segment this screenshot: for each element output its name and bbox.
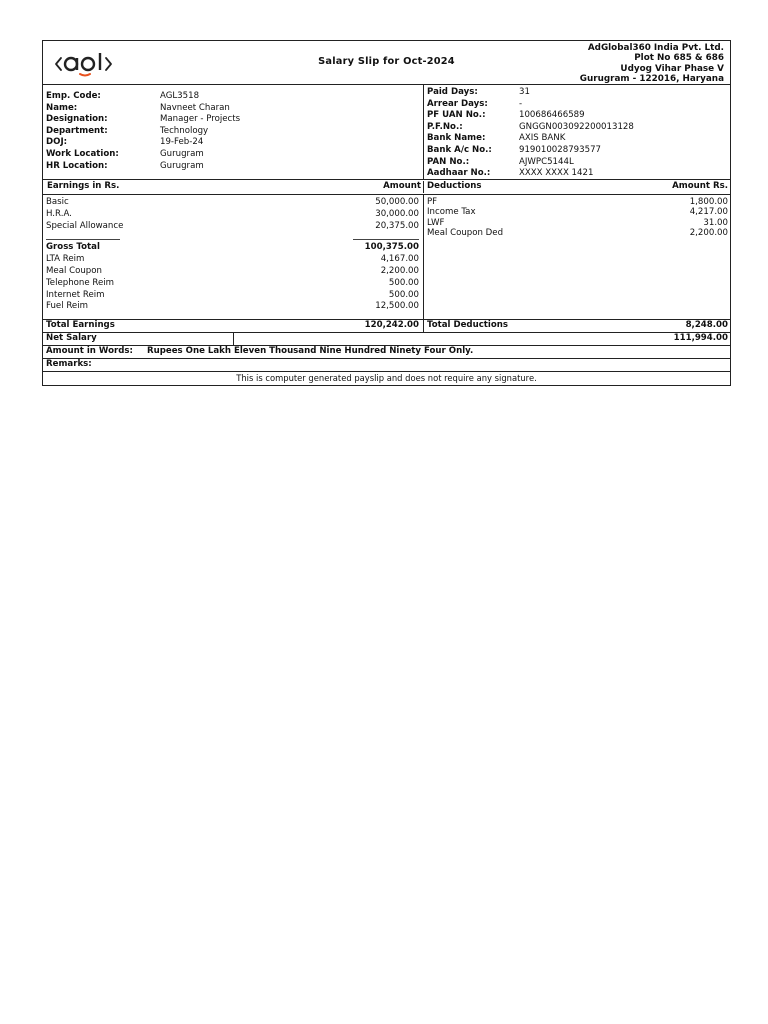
info-value: - — [519, 98, 523, 109]
info-row — [427, 99, 730, 111]
total-earnings-value: 120,242.00 — [364, 320, 419, 331]
payment-info — [424, 85, 730, 179]
gross-separator — [46, 232, 419, 240]
reimbursement-row — [46, 290, 419, 302]
info-label: DOJ: — [46, 137, 68, 148]
reimbursement-row — [46, 266, 419, 278]
info-value: AGL3518 — [160, 91, 200, 101]
info-label: PAN No.: — [427, 156, 470, 167]
info-value: Technology — [160, 125, 209, 136]
deduction-amount: 4,217.00 — [689, 207, 728, 218]
reimbursement-amount: 12,500.00 — [375, 301, 419, 312]
employee-details — [43, 85, 730, 180]
company-name: AdGlobal360 India Pvt. Ltd. — [587, 43, 724, 53]
info-value: AJWPC5144L — [519, 156, 574, 167]
deduction-label: Income Tax — [427, 207, 476, 218]
deductions-title: Deductions — [427, 181, 482, 192]
info-row — [46, 103, 423, 115]
deduction-row — [427, 218, 728, 228]
info-value: 100686466589 — [519, 110, 585, 121]
company-area: Udyog Vihar Phase V — [620, 63, 724, 74]
deductions-heading — [424, 181, 730, 193]
reimbursement-label: LTA Reim — [46, 254, 85, 265]
company-city: Gurugram - 122016, Haryana — [579, 74, 724, 85]
deductions-list — [424, 195, 730, 319]
amount-in-words-value: Rupees One Lakh Eleven Thousand Nine Hundred Ninety Four Only. — [147, 346, 474, 357]
info-value: AXIS BANK — [519, 133, 566, 144]
info-row — [427, 122, 730, 134]
reimbursement-amount: 500.00 — [388, 289, 419, 300]
info-row — [46, 137, 423, 149]
reimbursement-amount: 500.00 — [388, 277, 419, 288]
reimbursement-label: Internet Reim — [46, 289, 105, 300]
info-label: Work Location: — [46, 148, 119, 159]
remarks-row — [43, 359, 730, 372]
reimbursement-amount: 4,167.00 — [380, 254, 419, 265]
info-row — [427, 110, 730, 122]
earnings-list — [43, 195, 424, 319]
deduction-amount: 2,200.00 — [689, 228, 728, 239]
earning-label: Basic — [46, 197, 69, 207]
info-row — [427, 168, 730, 180]
info-label: Emp. Code: — [46, 91, 101, 101]
info-label: P.F.No.: — [427, 121, 463, 132]
info-value: Manager - Projects — [160, 114, 241, 125]
amount-in-words-label: Amount in Words: — [46, 346, 133, 357]
reimbursement-label: Telephone Reim — [46, 277, 115, 288]
salary-breakdown — [43, 195, 730, 320]
earning-row — [46, 197, 419, 209]
deduction-row — [427, 207, 728, 217]
earning-label: H.R.A. — [46, 208, 72, 219]
employee-info — [43, 85, 424, 179]
reimbursement-row — [46, 278, 419, 290]
gross-total-label: Gross Total — [46, 242, 100, 253]
info-row — [46, 114, 423, 126]
info-value: Navneet Charan — [160, 102, 230, 113]
separator-line — [353, 239, 419, 240]
info-label: Bank A/c No.: — [427, 144, 492, 155]
deduction-amount: 1,800.00 — [689, 197, 728, 207]
earning-row — [46, 221, 419, 233]
earning-amount: 30,000.00 — [375, 208, 419, 219]
info-row — [427, 133, 730, 145]
info-value: 31 — [519, 87, 530, 97]
info-label: Department: — [46, 125, 108, 136]
amount-rs-heading: Amount Rs. — [672, 181, 728, 192]
earning-amount: 50,000.00 — [375, 197, 419, 207]
info-value: 919010028793577 — [519, 144, 602, 155]
info-row — [46, 91, 423, 103]
info-value: GNGGN003092200013128 — [519, 121, 634, 132]
company-address — [580, 43, 724, 85]
earnings-heading — [43, 181, 424, 193]
info-row — [427, 157, 730, 169]
net-salary-value: 111,994.00 — [673, 333, 728, 344]
info-value: 19-Feb-24 — [160, 137, 204, 148]
total-earnings-label: Total Earnings — [46, 320, 115, 331]
info-row — [427, 87, 730, 99]
reimbursement-label: Fuel Reim — [46, 301, 88, 312]
info-row — [46, 149, 423, 161]
separator-line — [46, 239, 120, 240]
total-deductions-value: 8,248.00 — [685, 320, 728, 331]
amount-in-words-row — [43, 346, 730, 359]
info-label: HR Location: — [46, 160, 108, 171]
amount-heading: Amount — [383, 181, 421, 192]
info-value: Gurugram — [160, 160, 204, 171]
deduction-label: PF — [427, 197, 438, 207]
info-label: Paid Days: — [427, 87, 478, 97]
section-headings — [43, 180, 730, 195]
deduction-row — [427, 197, 728, 207]
total-earnings — [43, 320, 424, 332]
deduction-label: Meal Coupon Ded — [427, 228, 504, 239]
gross-total-row — [46, 242, 419, 254]
total-deductions-label: Total Deductions — [427, 320, 508, 331]
salary-slip — [42, 40, 731, 386]
company-plot: Plot No 685 & 686 — [634, 53, 724, 64]
info-label: Designation: — [46, 114, 108, 125]
slip-header — [43, 41, 730, 85]
info-value: XXXX XXXX 1421 — [519, 168, 594, 179]
slip-title: Salary Slip for Oct-2024 — [318, 56, 455, 67]
info-row — [46, 126, 423, 138]
info-value: Gurugram — [160, 148, 204, 159]
earning-amount: 20,375.00 — [375, 220, 419, 231]
earning-label: Special Allowance — [46, 220, 124, 231]
deduction-amount: 31.00 — [703, 217, 728, 228]
remarks-label: Remarks: — [46, 359, 92, 370]
net-salary-label: Net Salary — [43, 333, 234, 345]
net-salary-row — [43, 333, 730, 346]
info-label: Bank Name: — [427, 133, 486, 144]
info-label: Name: — [46, 102, 78, 113]
reimbursement-row — [46, 301, 419, 313]
footer-note: This is computer generated payslip and does not require any signature. — [236, 372, 537, 383]
total-deductions — [424, 320, 730, 332]
earnings-title: Earnings in Rs. — [47, 181, 120, 192]
reimbursement-label: Meal Coupon — [46, 265, 102, 276]
info-label: Arrear Days: — [427, 98, 488, 109]
deduction-label: LWF — [427, 217, 445, 228]
reimbursement-row — [46, 254, 419, 266]
info-row — [427, 145, 730, 157]
earning-row — [46, 209, 419, 221]
info-row — [46, 161, 423, 173]
info-label: PF UAN No.: — [427, 110, 486, 121]
reimbursement-amount: 2,200.00 — [380, 265, 419, 276]
gross-total-amount: 100,375.00 — [364, 242, 419, 253]
totals-row — [43, 320, 730, 333]
deduction-row — [427, 228, 728, 238]
info-label: Aadhaar No.: — [427, 168, 491, 179]
